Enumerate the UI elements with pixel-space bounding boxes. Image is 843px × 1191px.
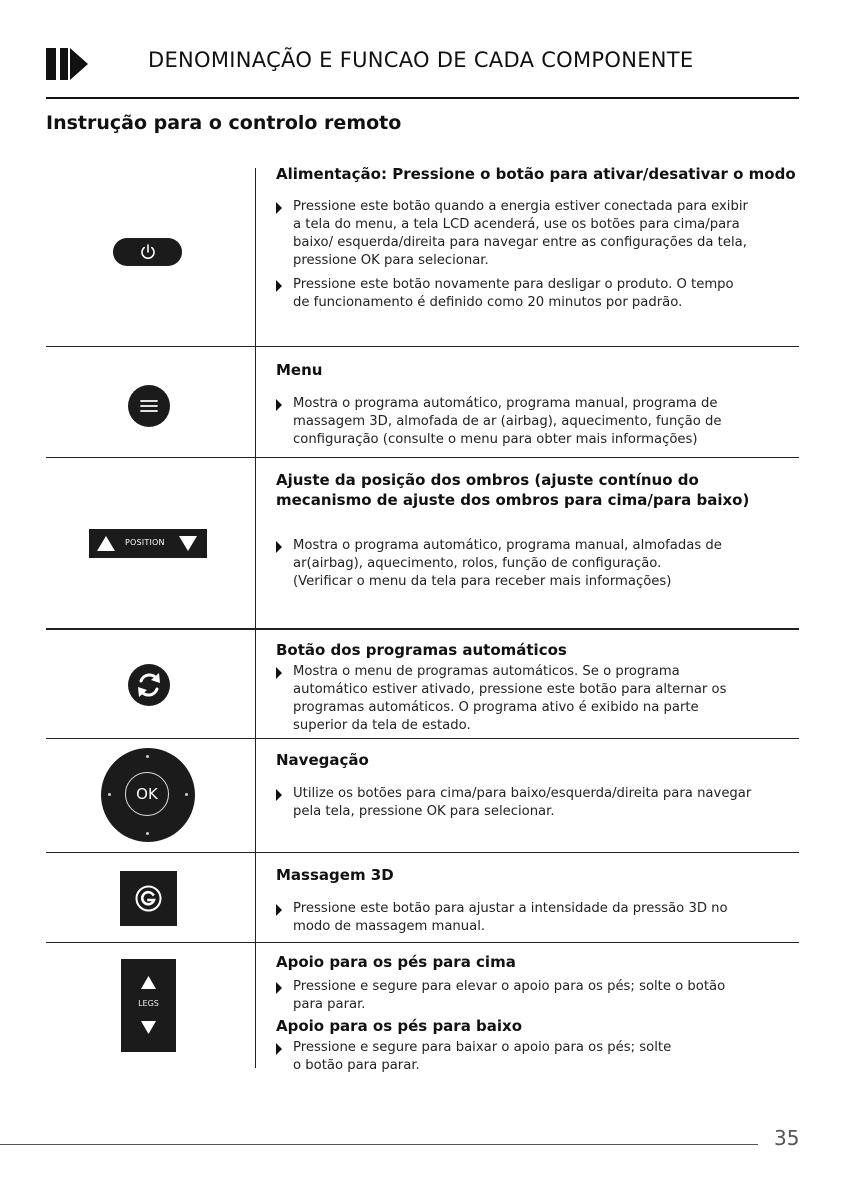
triangle-up-icon <box>140 975 157 990</box>
refresh-cycle-icon <box>128 664 170 706</box>
row-divider <box>46 628 799 630</box>
navigation-title: Navegação <box>276 751 369 769</box>
legs-up-title: Apoio para os pés para cima <box>276 953 516 971</box>
triangle-down-icon <box>140 1020 157 1035</box>
legs-down-title: Apoio para os pés para baixo <box>276 1017 523 1035</box>
menu-icon <box>139 398 159 414</box>
massage-3d-title: Massagem 3D <box>276 866 394 884</box>
auto-bullet-1: Mostra o menu de programas automáticos. Se o programa automático estiver ativado, pressione este botão para alternar os programas automáticos. O programa ativo é exibido na parte superior da tela de estado. <box>276 663 813 735</box>
navigation-dial[interactable] <box>101 748 195 842</box>
row-divider <box>46 942 799 943</box>
row-divider <box>46 852 799 853</box>
legs-button[interactable] <box>121 959 176 1052</box>
bullet-arrow-icon <box>276 789 282 801</box>
position-label: POSITION <box>125 538 165 547</box>
triangle-up-icon <box>96 535 116 552</box>
power-button[interactable] <box>113 238 182 266</box>
bullet-arrow-icon <box>276 904 282 916</box>
nav-down-dot[interactable] <box>146 832 149 835</box>
auto-title: Botão dos programas automáticos <box>276 641 567 659</box>
triangle-down-icon <box>178 535 198 552</box>
power-bullet-2: Pressione este botão novamente para desligar o produto. O tempo de funcionamento é definido como 20 minutos por padrão. <box>276 276 813 312</box>
bullet-arrow-icon <box>276 541 282 553</box>
power-icon <box>139 243 157 261</box>
row-divider <box>46 346 799 347</box>
legs-down-bullet-1: Pressione e segure para baixar o apoio para os pés; solte o botão para parar. <box>276 1039 813 1075</box>
auto-program-button[interactable] <box>128 664 170 706</box>
table-vertical-divider <box>255 168 256 1068</box>
massage-3d-button[interactable] <box>120 871 177 926</box>
menu-title: Menu <box>276 361 323 379</box>
section-subtitle: Instrução para o controlo remoto <box>46 112 402 134</box>
row-divider <box>46 738 799 739</box>
menu-bullet-1: Mostra o programa automático, programa manual, programa de massagem 3D, almofada de ar (airbag), aquecimento, função de configuração (consulte o menu para obter mais informações) <box>276 395 813 449</box>
row-divider <box>46 457 799 458</box>
g-letter-icon <box>120 871 177 926</box>
position-button[interactable] <box>89 529 207 558</box>
nav-up-dot[interactable] <box>146 755 149 758</box>
header-divider <box>46 97 799 99</box>
menu-button[interactable] <box>128 385 170 427</box>
position-bullet-1: Mostra o programa automático, programa manual, almofadas de ar(airbag), aquecimento, rolos, função de configuração. (Verificar o menu da tela para receber mais informações) <box>276 537 813 591</box>
bullet-arrow-icon <box>276 280 282 292</box>
legs-up-bullet-1: Pressione e segure para elevar o apoio para os pés; solte o botão para parar. <box>276 978 813 1014</box>
bullet-arrow-icon <box>276 399 282 411</box>
navigation-bullet-1: Utilize os botões para cima/para baixo/esquerda/direita para navegar pela tela, pressione OK para selecionar. <box>276 785 813 821</box>
position-title: Ajuste da posição dos ombros (ajuste contínuo do mecanismo de ajuste dos ombros para cima/para baixo) <box>276 471 750 509</box>
bullet-arrow-icon <box>276 202 282 214</box>
legs-label: LEGS <box>138 999 159 1008</box>
page-number: 35 <box>774 1126 800 1150</box>
bullet-arrow-icon <box>276 667 282 679</box>
power-bullet-1: Pressione este botão quando a energia estiver conectada para exibir a tela do menu, a tela LCD acenderá, use os botões para cima/para baixo/ esquerda/direita para navegar entre as configurações da tela, pressione OK para selecionar. <box>276 198 813 270</box>
page-title: DENOMINAÇÃO E FUNCAO DE CADA COMPONENTE <box>148 48 694 72</box>
nav-left-dot[interactable] <box>108 793 111 796</box>
bullet-arrow-icon <box>276 982 282 994</box>
play-pause-bars-icon <box>46 46 90 82</box>
footer-divider <box>0 1144 758 1145</box>
power-title: Alimentação: Pressione o botão para ativar/desativar o modo <box>276 165 796 183</box>
bullet-arrow-icon <box>276 1043 282 1055</box>
massage-3d-bullet-1: Pressione este botão para ajustar a intensidade da pressão 3D no modo de massagem manual. <box>276 900 813 936</box>
ok-button[interactable]: OK <box>125 772 169 816</box>
nav-right-dot[interactable] <box>185 793 188 796</box>
